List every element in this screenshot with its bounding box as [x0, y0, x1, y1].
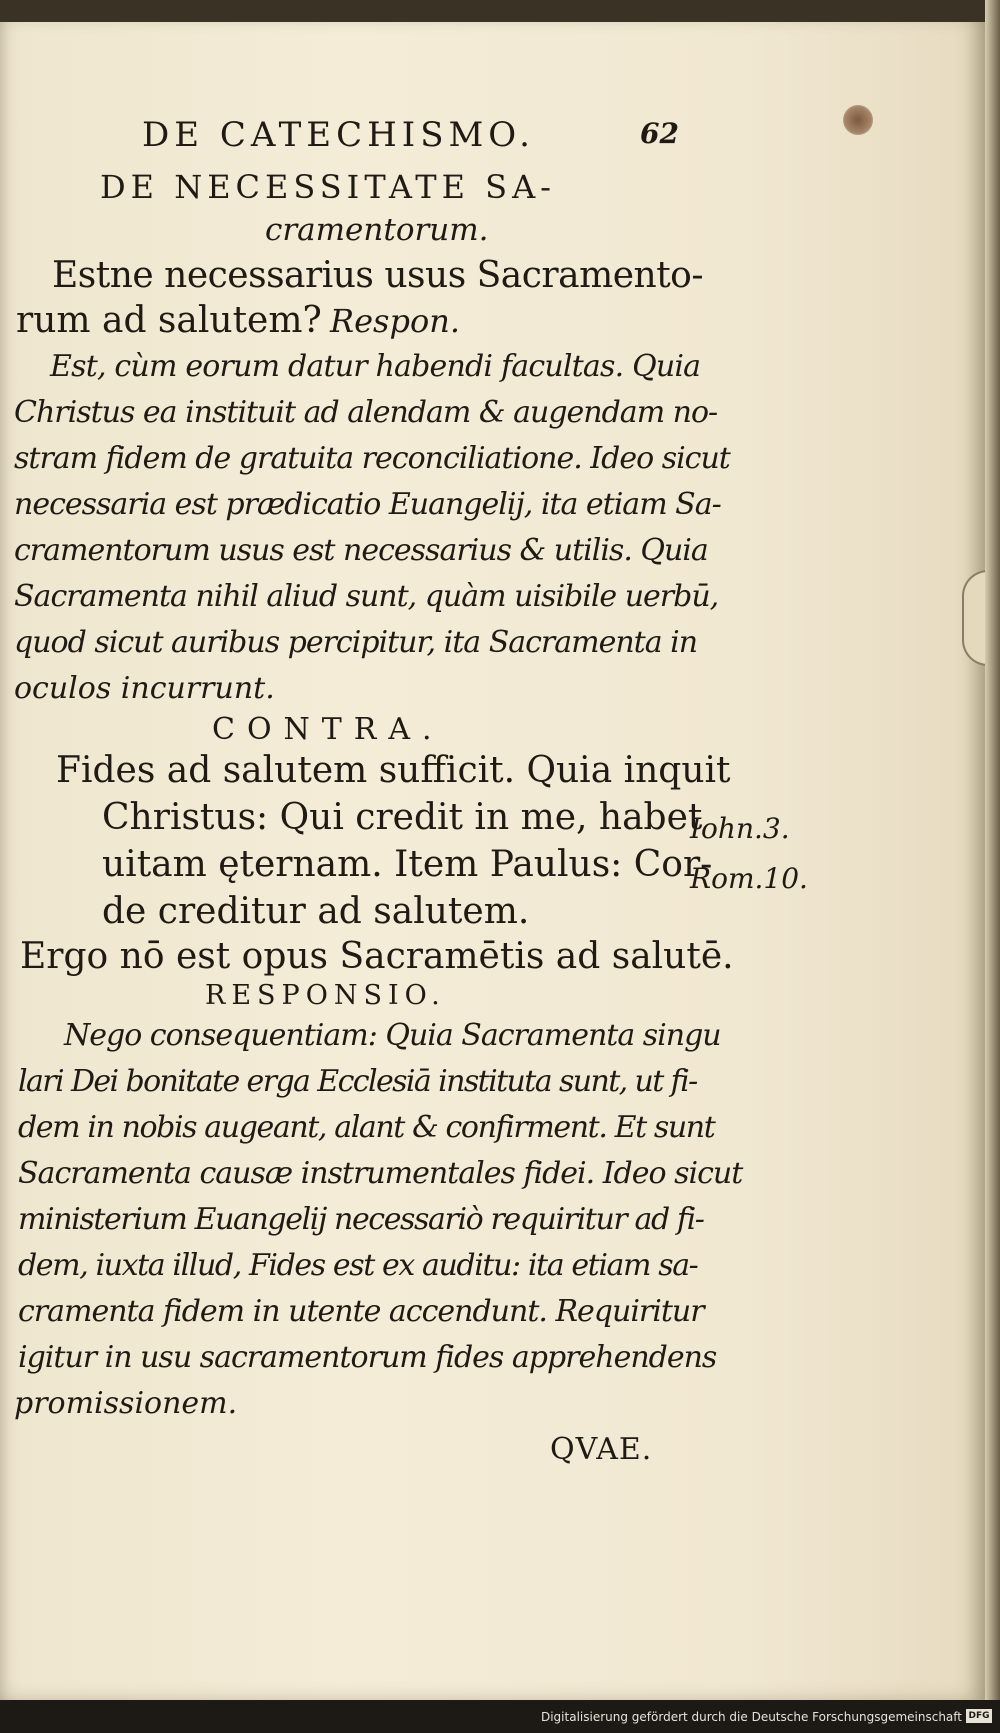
answer-line: stram fidem de gratuita reconciliatione. Ideo sicut — [14, 441, 730, 476]
answer-line: Christus ea instituit ad alendam & augendam no- — [14, 395, 718, 430]
responsio-line: Nego consequentiam: Quia Sacramenta singu — [64, 1018, 721, 1053]
responsio-line: dem in nobis augeant, alant & confirment. Et sunt — [18, 1110, 715, 1145]
page-right-edge — [985, 0, 1000, 1700]
contra-line: uitam ęternam. Item Paulus: Cor- — [102, 844, 713, 885]
contra-line: de creditur ad salutem. — [102, 891, 530, 932]
section-title-line1: DE NECESSITATE SA- — [100, 168, 556, 206]
dfg-logo-icon: DFG — [966, 1709, 992, 1723]
footer-bar — [0, 1700, 1000, 1733]
contra-line: Fides ad salutem sufficit. Quia inquit — [56, 750, 731, 791]
answer-line: cramentorum usus est necessarius & utilis. Quia — [14, 533, 708, 568]
answer-line: Sacramenta nihil aliud sunt, quàm uisibile uerbū, — [14, 579, 719, 614]
answer-line: oculos incurrunt. — [14, 671, 275, 706]
margin-note: Rom.10. — [690, 862, 808, 895]
page-number: 62 — [640, 117, 679, 150]
answer-line: necessaria est prædicatio Euangelij, ita etiam Sa- — [14, 487, 721, 522]
contra-conclusion: Ergo nō est opus Sacramētis ad salutē. — [20, 936, 734, 977]
margin-note: Iohn.3. — [690, 812, 790, 845]
responsio-line: ministerium Euangelij necessariò requiritur ad fi- — [18, 1202, 704, 1237]
responsio-line: igitur in usu sacramentorum fides apprehendens — [18, 1340, 717, 1375]
question-response-label: Respon. — [330, 302, 460, 340]
responsio-line: promissionem. — [14, 1386, 238, 1421]
ink-stain — [843, 105, 873, 135]
running-title: DE CATECHISMO. — [142, 115, 535, 155]
responsio-line: lari Dei bonitate erga Ecclesiā instituta sunt, ut fi- — [18, 1064, 697, 1099]
contra-line: Christus: Qui credit in me, habet — [102, 797, 703, 838]
page-top-edge — [0, 0, 1000, 22]
responsio-line: cramenta fidem in utente accendunt. Requiritur — [18, 1294, 704, 1329]
question-line2: rum ad salutem? — [16, 300, 322, 341]
answer-line: Est, cùm eorum datur habendi facultas. Quia — [50, 349, 701, 384]
responsio-line: dem, iuxta illud, Fides est ex auditu: ita etiam sa- — [18, 1248, 698, 1283]
responsio-line: Sacramenta causæ instrumentales fidei. Ideo sicut — [18, 1156, 743, 1191]
catchword: QVAE. — [550, 1432, 653, 1467]
responsio-heading: RESPONSIO. — [205, 980, 446, 1011]
footer-credit: Digitalisierung gefördert durch die Deutsche Forschungsgemeinschaft — [540, 1710, 962, 1724]
answer-line: quod sicut auribus percipitur, ita Sacramenta in — [14, 625, 698, 660]
question-line1: Estne necessarius usus Sacramento- — [52, 255, 704, 296]
section-title-line2: cramentorum. — [265, 212, 489, 248]
contra-heading: CONTRA. — [212, 712, 444, 747]
